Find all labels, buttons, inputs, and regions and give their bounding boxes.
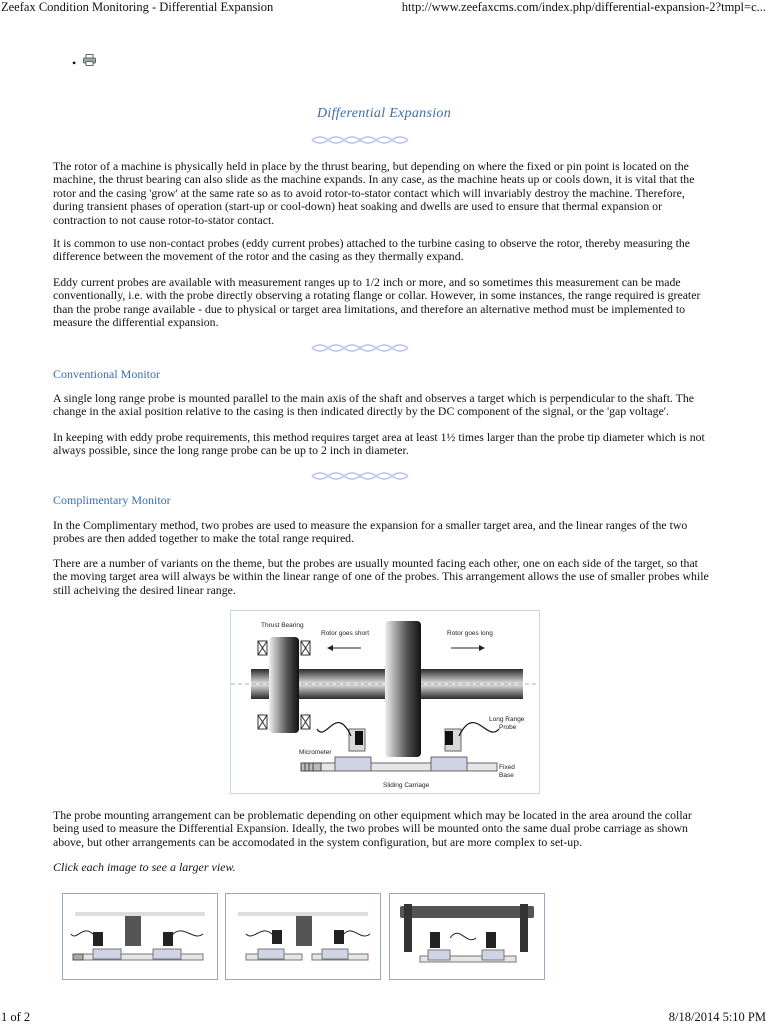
page-count: 1 of 2 — [1, 1010, 31, 1024]
ornament-divider-icon — [310, 340, 410, 356]
section-paragraph: A single long range probe is mounted parallel to the main axis of the shaft and observes a target which is perpendicular to the shaft. The change in the axial position relative to the casing is then indicated directly by the DC component of the signal, or the 'gap voltage'. — [53, 391, 695, 419]
ornament-divider-icon — [310, 468, 410, 484]
intro-paragraph: It is common to use non-contact probes (eddy current probes) attached to the turbine casing to observe the rotor, thereby measuring the difference between the movement of the rotor and the casing as they thermally expand. — [53, 236, 691, 264]
complimentary-probe-diagram[interactable] — [230, 610, 540, 794]
page-title: Differential Expansion — [316, 106, 451, 121]
section-heading-conventional: Conventional Monitor — [53, 367, 160, 381]
section-heading-complimentary: Complimentary Monitor — [53, 493, 171, 507]
click-note: Click each image to see a larger view. — [53, 860, 236, 874]
label-fixed-1: Fixed — [499, 764, 515, 771]
print-page-url: http://www.zeefaxcms.com/index.php/differential-expansion-2?tmpl=c... — [401, 0, 766, 14]
thumbnail-image-1[interactable] — [62, 893, 218, 980]
label-rotor-long: Rotor goes long — [447, 630, 493, 637]
label-micrometer: Micrometer — [299, 749, 332, 756]
label-thrust-bearing: Thrust Bearing — [261, 622, 304, 629]
print-timestamp: 8/18/2014 5:10 PM — [668, 1010, 766, 1024]
list-bullet: • — [72, 56, 77, 70]
label-long-range-2: Probe — [499, 724, 517, 731]
closing-paragraph: The probe mounting arrangement can be problematic depending on other equipment which may be located in the area around the collar being used to measure the Differential Expansion. Ideally, the two probes will be mounted onto the same dual probe carriage as shown above, but other arrangements can be accomodated in the system configuration, but are more complex to set-up. — [53, 808, 692, 849]
intro-paragraph: Eddy current probes are available with measurement ranges up to 1/2 inch or more, and so sometimes this measurement can be made conventionally, i.e. with the probe directly observing a rotating flange or collar. However, in some instances, the range required is greater than the probe range available - due to physical or target area limitations, and therefore an alternative method must be implemented to measure the differential expansion. — [53, 275, 701, 330]
ornament-divider-icon — [310, 132, 410, 148]
print-page-title: Zeefax Condition Monitoring - Differential Expansion — [1, 0, 274, 14]
label-rotor-short: Rotor goes short — [321, 630, 370, 637]
intro-paragraph: The rotor of a machine is physically held in place by the thrust bearing, but depending on where the fixed or pin point is located on the machine, the thrust bearing can also slide as the machine expands. In any case, as the machine heats up or cools down, it is vital that the rotor and the casing 'grow' at the same rate so as to avoid rotor-to-stator contact which will invariably destroy the machine. Therefore, during transient phases of operation (start-up or cool-down) heat soaking and dwells are used to ensure that thermal expansion or contraction to not cause rotor-to-stator contact. — [53, 159, 695, 227]
thumbnail-image-3[interactable] — [389, 893, 545, 980]
section-paragraph: There are a number of variants on the theme, but the probes are usually mounted facing each other, one on each side of the target, so that the moving target area will always be within the linear range of one of the probes. This arrangement allows the use of smaller probes while still acheiving the desired linear range. — [53, 556, 709, 597]
thumbnail-image-2[interactable] — [225, 893, 381, 980]
printer-icon[interactable] — [83, 54, 96, 66]
label-sliding-carriage: Sliding Carriage — [383, 782, 430, 789]
section-paragraph: In the Complimentary method, two probes are used to measure the expansion for a smaller target area, and the linear ranges of the two probes are then added together to make the total range required. — [53, 518, 688, 546]
label-fixed-2: Base — [499, 772, 514, 779]
section-paragraph: In keeping with eddy probe requirements, this method requires target area at least 1½ times larger than the probe tip diameter which is not always possible, since the long range probe can be up to 2 inch in diameter. — [53, 430, 705, 458]
label-long-range-1: Long Range — [489, 716, 525, 723]
